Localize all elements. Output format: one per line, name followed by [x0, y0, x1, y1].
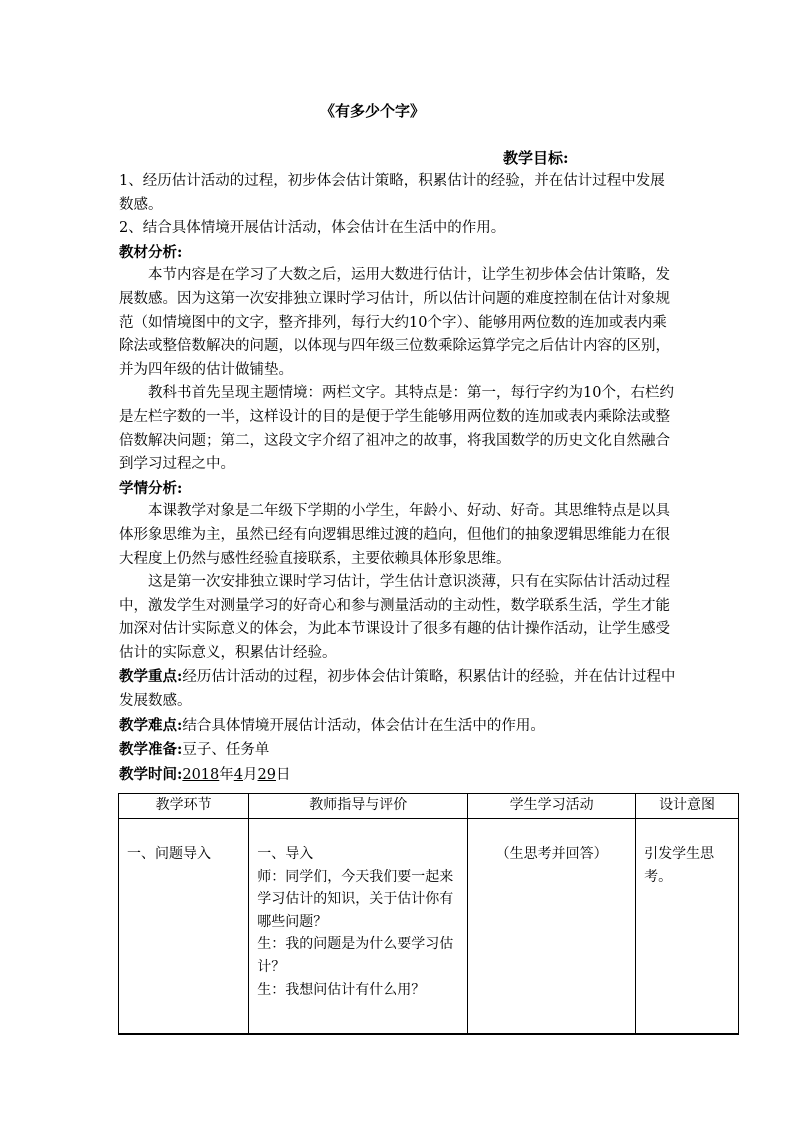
document-title: 《有多少个字》	[320, 102, 426, 120]
document-body	[119, 170, 679, 787]
difficulty-text: 结合具体情境开展估计活动，体会估计在生活中的作用。	[182, 717, 545, 734]
textbook-paragraph-2: 教科书首先呈现主题情境：两栏文字。其特点是：第一，每行字约为10个，右栏约是左栏字数的一半，这样设计的目的是便于学生能够用两位数的连加或表内乘除法或整倍数解决问题；第二，这段文字介绍了祖冲之的故事，将我国数学的历史文化自然融合到学习过程之中。	[119, 385, 674, 473]
textbook-heading: 教材分析:	[119, 243, 183, 261]
teaching-time	[119, 763, 679, 788]
preparation	[119, 738, 679, 763]
cell-student: （生思考并回答）	[468, 819, 636, 1035]
header-teacher: 教师指导与评价	[249, 794, 468, 819]
time-month-unit: 月	[243, 766, 258, 783]
students-paragraph-2: 这是第一次安排独立课时学习估计，学生估计意识淡薄，只有在实际估计活动过程中，激发学生对测量学习的好奇心和参与测量活动的主动性，数学联系生活，学生才能加深对估计实际意义的体会，为此本节课设计了很多有趣的估计操作活动，让学生感受估计的实际意义，积累估计经验。	[119, 574, 670, 661]
time-label: 教学时间:	[119, 765, 183, 783]
goals-heading: 教学目标:	[503, 149, 569, 167]
key-point	[119, 665, 679, 713]
time-year-unit: 年	[219, 766, 234, 783]
table-header-row	[119, 794, 739, 819]
key-point-label: 教学重点:	[119, 668, 183, 686]
time-day: 29	[257, 766, 276, 783]
header-student: 学生学习活动	[468, 794, 636, 819]
table-row	[119, 819, 739, 1035]
teacher-line: 一、导入	[257, 846, 314, 862]
goal-item-1: 1、经历估计活动的过程，初步体会估计策略，积累估计的经验，并在估计过程中发展数感。	[119, 173, 665, 213]
goal-item-2: 2、结合具体情境开展估计活动，体会估计在生活中的作用。	[119, 220, 506, 237]
difficulty	[119, 714, 679, 739]
time-month: 4	[233, 766, 243, 783]
time-day-unit: 日	[275, 766, 291, 783]
teacher-line: 师：同学们，今天我们要一起来学习估计的知识，关于估计你有哪些问题？	[257, 868, 454, 930]
header-stage: 教学环节	[119, 794, 249, 819]
cell-intent: 引发学生思考。	[636, 819, 739, 1035]
students-heading: 学情分析:	[119, 479, 183, 497]
teacher-line: 生：我想问估计有什么用？	[257, 981, 426, 998]
textbook-paragraph-1: 本节内容是在学习了大数之后，运用大数进行估计，让学生初步体会估计策略，发展数感。因为这第一次安排独立课时学习估计，所以估计问题的难度控制在估计对象规范（如情境图中的文字，整齐排列，每行大约10个字）、能够用两位数的连加或表内乘除法或整倍数解决的问题，以体现与四年级三位数乘除运算学完之后估计内容的区别，并为四年级的估计做铺垫。	[119, 267, 670, 378]
preparation-label: 教学准备:	[119, 741, 183, 759]
time-year: 2018	[182, 766, 220, 783]
preparation-text: 豆子、任务单	[182, 742, 270, 759]
students-paragraph-1: 本课教学对象是二年级下学期的小学生，年龄小、好动、好奇。其思维特点是以具体形象思维为主，虽然已经有向逻辑思维过渡的趋向，但他们的抽象逻辑思维能力在很大程度上仍然与感性经验直接联系，主要依赖具体形象思维。	[119, 503, 670, 567]
cell-teacher	[249, 819, 468, 1035]
lesson-plan-table	[118, 793, 739, 1035]
teacher-line: 生：我的问题是为什么要学习估计？	[257, 936, 454, 975]
cell-stage: 一、问题导入	[119, 819, 249, 1035]
header-intent: 设计意图	[636, 794, 739, 819]
key-point-text: 经历估计活动的过程，初步体会估计策略，积累估计的经验，并在估计过程中发展数感。	[119, 669, 676, 710]
difficulty-label: 教学难点:	[119, 716, 183, 734]
